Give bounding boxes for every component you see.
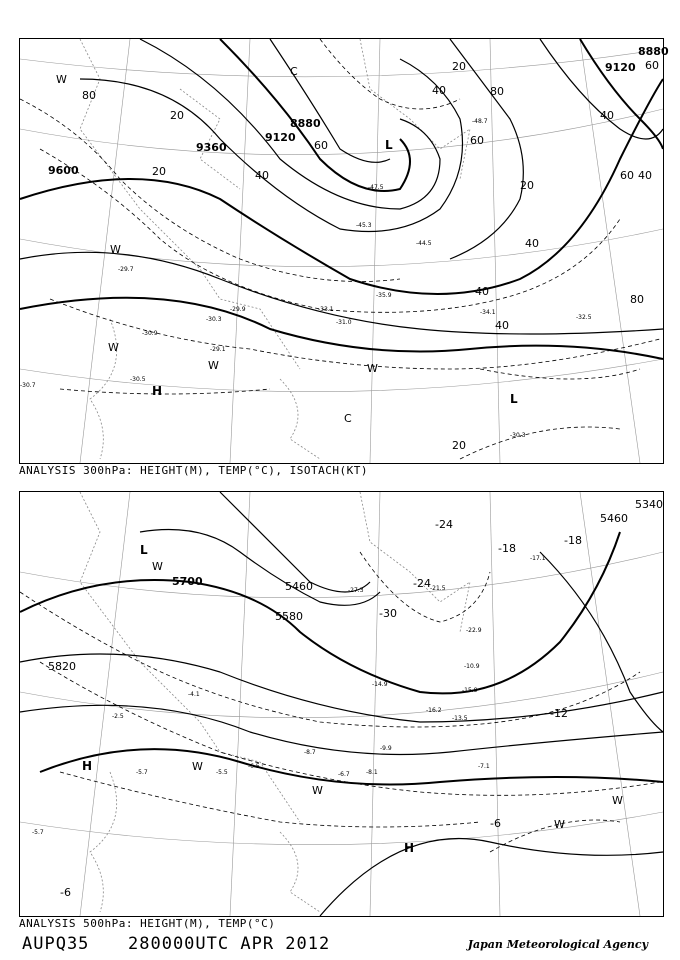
map-500hpa-svg (20, 492, 663, 916)
temp-sample: -31.0 (336, 319, 352, 326)
low-center: L (140, 543, 148, 557)
warm-center: W (367, 362, 378, 375)
isotach-label: 20 (452, 439, 466, 452)
height-label: 5580 (275, 610, 303, 623)
temp-sample: -30.3 (206, 316, 222, 323)
temp-sample: -13.5 (452, 715, 468, 722)
map-panel-500hpa (19, 491, 664, 917)
temp-sample: -35.9 (376, 292, 392, 299)
isotach-label: 80 (490, 85, 504, 98)
height-label: 9120 (605, 61, 636, 74)
low-center: L (510, 392, 518, 406)
height-label: 5700 (172, 575, 203, 588)
isotach-label: 80 (630, 293, 644, 306)
temp-sample: -6.7 (338, 771, 350, 778)
temp-sample: -47.5 (368, 184, 384, 191)
high-center: H (404, 841, 415, 855)
height-labels-500 (48, 498, 663, 673)
temp-sample: -48.7 (472, 118, 488, 125)
height-contours (20, 492, 663, 916)
height-label: 8880 (638, 45, 669, 58)
temp-sample: -21.5 (430, 585, 446, 592)
warm-center: W (208, 359, 219, 372)
isotach-label: 40 (255, 169, 269, 182)
temp-sample: -4.1 (188, 691, 200, 698)
high-center: H (82, 759, 93, 773)
temp-sample: -30.3 (510, 432, 526, 439)
cold-center: C (344, 412, 352, 425)
isotach-label: 80 (82, 89, 96, 102)
isotherm-labels-500 (60, 518, 582, 899)
isotherm-label: -18 (498, 542, 516, 555)
isotherm-label: -24 (413, 577, 431, 590)
isotach-label: 60 (470, 134, 484, 147)
isotach-label: 60 (645, 59, 659, 72)
warm-center: W (612, 794, 623, 807)
coastline (80, 39, 470, 459)
temp-sample: -32.5 (576, 314, 592, 321)
temp-sample: -2.5 (112, 713, 124, 720)
isotherm-label: -6 (490, 817, 501, 830)
isotach-label: 40 (432, 84, 446, 97)
isotach-label: 40 (638, 169, 652, 182)
temp-sample: -7.1 (478, 763, 490, 770)
height-label: 5460 (600, 512, 628, 525)
isotach-label: 40 (600, 109, 614, 122)
temp-sample: -44.5 (416, 240, 432, 247)
temp-sample: -5.7 (136, 769, 148, 776)
isotach-label: 20 (452, 60, 466, 73)
temp-sample: -30.5 (130, 376, 146, 383)
caption-500hpa: ANALYSIS 500hPa: HEIGHT(M), TEMP(°C) (19, 917, 276, 930)
temp-sample: -8.7 (304, 749, 316, 756)
temp-sample: -14.9 (372, 681, 388, 688)
height-labels-300 (48, 45, 669, 177)
temp-sample: -30.9 (142, 330, 158, 337)
height-label: 9360 (196, 141, 227, 154)
temp-sample: -22.9 (466, 627, 482, 634)
temp-sample: -5.5 (216, 769, 228, 776)
temp-sample: -5.7 (32, 829, 44, 836)
isotach-label: 40 (525, 237, 539, 250)
height-contours (20, 39, 663, 359)
height-label: 5460 (285, 580, 313, 593)
warm-center: W (312, 784, 323, 797)
temp-samples-300 (20, 118, 592, 439)
isotach-label: 20 (170, 109, 184, 122)
temp-sample: -6.5 (248, 763, 260, 770)
height-label: 5820 (48, 660, 76, 673)
warm-center: W (152, 560, 163, 573)
temp-sample: -45.3 (356, 222, 372, 229)
height-label: 9600 (48, 164, 79, 177)
isotherm-label: -30 (379, 607, 397, 620)
temp-sample: -29.7 (118, 266, 134, 273)
isotherm-label: -24 (435, 518, 453, 531)
valid-time: 280000UTC APR 2012 (128, 934, 331, 954)
temp-sample: -27.3 (348, 587, 364, 594)
isotach-label: 60 (620, 169, 634, 182)
temp-sample: -16.2 (426, 707, 442, 714)
temp-sample: -33.1 (318, 306, 334, 313)
height-label: 5340 (635, 498, 663, 511)
low-center: L (385, 138, 393, 152)
temp-sample: -29.9 (230, 306, 246, 313)
temp-sample: -15.9 (462, 687, 478, 694)
map-panel-300hpa (19, 38, 669, 464)
agency-name: Japan Meteorological Agency (467, 938, 648, 951)
isotach-label: 20 (520, 179, 534, 192)
warm-center: W (110, 243, 121, 256)
isotherm-label: -6 (60, 886, 71, 899)
high-center: H (152, 384, 163, 398)
isotach-label: 60 (314, 139, 328, 152)
temp-sample: -17.1 (530, 555, 546, 562)
isotherm-label: -12 (550, 707, 568, 720)
isotach-labels-300 (82, 59, 659, 452)
caption-300hpa: ANALYSIS 300hPa: HEIGHT(M), TEMP(°C), ISOTACH(KT) (19, 464, 369, 477)
warm-center: W (108, 341, 119, 354)
map-300hpa-svg (20, 39, 669, 463)
temp-sample: -30.7 (20, 382, 36, 389)
pressure-centers-300 (56, 65, 518, 425)
temp-sample: -34.1 (480, 309, 496, 316)
temp-sample: -29.1 (210, 346, 226, 353)
warm-center: W (56, 73, 67, 86)
cold-center: C (290, 65, 298, 78)
temp-sample: -8.1 (366, 769, 378, 776)
graticule (20, 492, 663, 916)
height-label: 9120 (265, 131, 296, 144)
isotach-label: 40 (495, 319, 509, 332)
isotherm-label: -18 (564, 534, 582, 547)
temp-sample: -10.9 (464, 663, 480, 670)
isotach-label: 20 (152, 165, 166, 178)
warm-center: W (192, 760, 203, 773)
height-label: 8880 (290, 117, 321, 130)
chart-code: AUPQ35 (22, 934, 90, 954)
warm-center: W (554, 818, 565, 831)
temp-sample: -9.9 (380, 745, 392, 752)
isotach-label: 40 (475, 285, 489, 298)
